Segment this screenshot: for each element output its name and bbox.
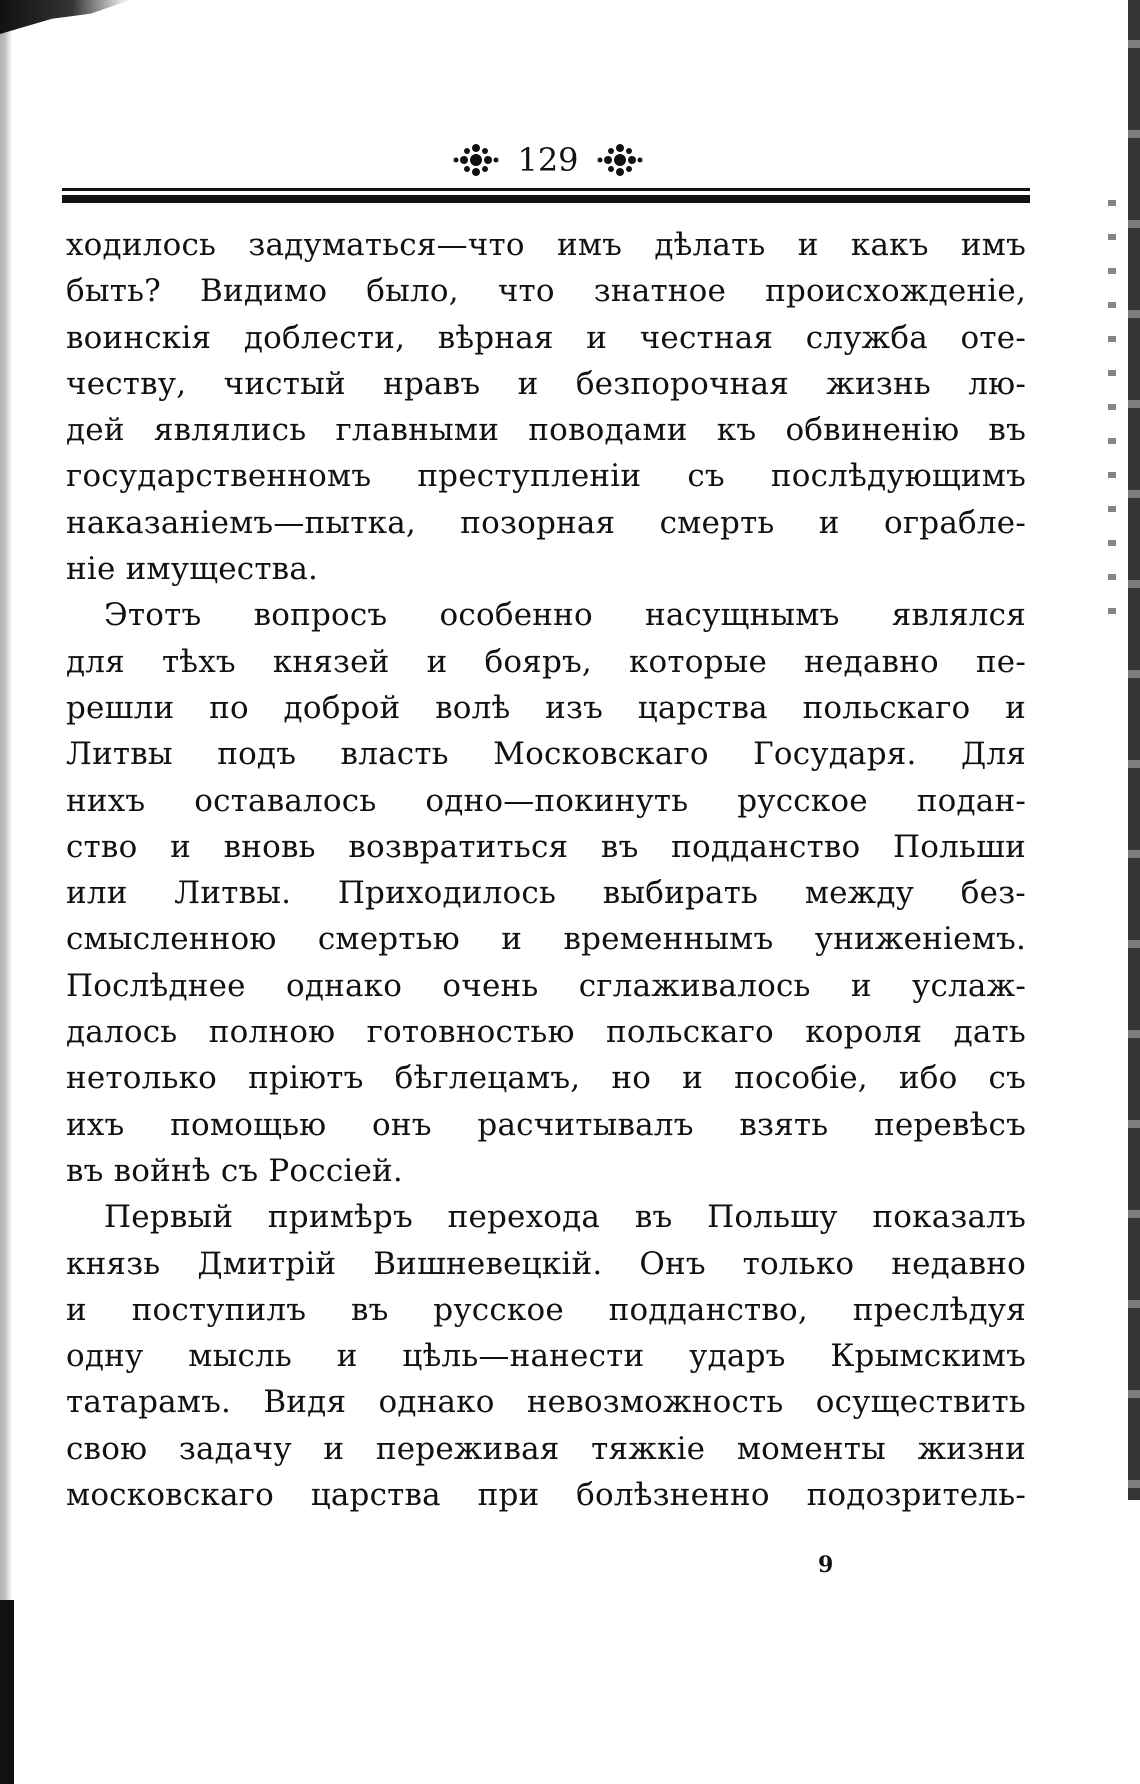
header-rule-thick — [62, 195, 1030, 203]
signature-mark: 9 — [818, 1552, 834, 1578]
text-line: Первый примѣръ перехода въ Польшу показалъ — [104, 1199, 1026, 1236]
scan-right-edge-specks — [1108, 200, 1116, 620]
text-line: Этотъ вопросъ особенно насущнымъ являлся — [104, 597, 1026, 634]
page-number: 129 — [517, 141, 579, 179]
text-line: нетолько пріютъ бѣглецамъ, но и пособіе, ибо съ — [66, 1060, 1026, 1097]
text-line: или Литвы. Приходилось выбирать между без- — [66, 875, 1026, 912]
text-line: смысленною смертью и временнымъ униженіемъ. — [66, 921, 1026, 958]
scan-corner-smudge — [0, 0, 130, 34]
text-line: ходилось задуматься—что имъ дѣлать и какъ имъ — [66, 227, 1026, 263]
text-line: наказаніемъ—пытка, позорная смерть и ограбле- — [66, 504, 1026, 541]
scan-left-edge-bottom-shadow — [0, 1600, 14, 1784]
text-line: нихъ оставалось одно—покинуть русское подан- — [66, 782, 1026, 819]
text-line: одну мысль и цѣль—нанести ударъ Крымскимъ — [66, 1338, 1026, 1375]
text-line: князь Дмитрій Вишневецкій. Онъ только недавно — [66, 1245, 1026, 1282]
paragraph — [66, 592, 1026, 1194]
text-line: Литвы подъ власть Московскаго Государя. Для — [66, 736, 1026, 773]
running-header — [62, 138, 1034, 182]
text-line: ніе имущества. — [66, 551, 319, 588]
text-line: въ войнѣ съ Россіей. — [66, 1152, 403, 1189]
text-line: для тѣхъ князей и бояръ, которые недавно пе- — [66, 643, 1026, 680]
text-line: и поступилъ въ русское подданство, преслѣдуя — [66, 1291, 1026, 1328]
text-line: решли по доброй волѣ изъ царства польскаго и — [66, 689, 1026, 726]
text-line: московскаго царства при болѣзненно подозритель- — [66, 1477, 1026, 1514]
text-line: ихъ помощью онъ расчитывалъ взять перевѣсъ — [66, 1106, 1026, 1143]
text-line: быть? Видимо было, что знатное происхожденіе, — [66, 273, 1026, 310]
body-text — [66, 222, 1026, 1518]
scan-right-edge-shadow — [1128, 0, 1140, 1500]
text-line: государственномъ преступленіи съ послѣдующимъ — [66, 458, 1026, 495]
paragraph — [66, 222, 1026, 592]
header-rule-thin — [62, 188, 1030, 191]
text-line: ство и вновь возвратиться въ подданство Польши — [66, 828, 1026, 865]
paragraph — [66, 1194, 1026, 1518]
text-line: честву, чистый нравъ и безпорочная жизнь лю- — [66, 365, 1026, 402]
text-line: далось полною готовностью польскаго короля дать — [66, 1014, 1026, 1051]
text-line: татарамъ. Видя однако невозможность осуществить — [66, 1384, 1026, 1421]
left-fleuron-icon — [453, 142, 499, 178]
text-line: дей являлись главными поводами къ обвиненію въ — [66, 412, 1026, 449]
text-line: свою задачу и переживая тяжкіе моменты жизни — [66, 1430, 1026, 1467]
text-line: воинскія доблести, вѣрная и честная служба оте- — [66, 319, 1026, 356]
right-fleuron-icon — [597, 142, 643, 178]
text-line: Послѣднее однако очень сглаживалось и услаж- — [66, 967, 1026, 1004]
scan-left-edge-shadow — [0, 0, 12, 1784]
